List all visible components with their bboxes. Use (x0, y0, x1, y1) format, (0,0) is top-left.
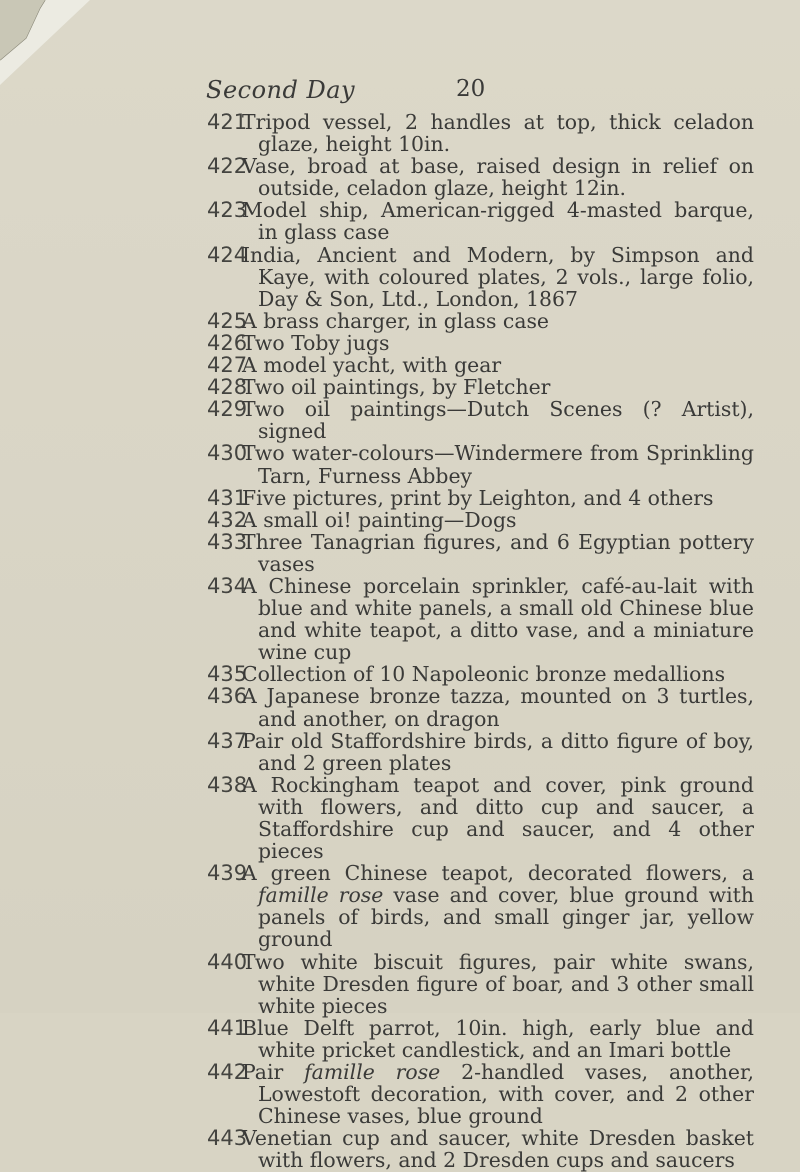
lot-entry (0, 398, 800, 442)
page-number: 20 (456, 76, 486, 102)
lot-number: 438 (207, 772, 248, 797)
lot-description: Blue Delft parrot, 10in. high, early blue and white pricket candlestick, and an Imari bottle (242, 1015, 754, 1062)
lot-entry (0, 774, 800, 862)
lot-description: Two Toby jugs (242, 330, 390, 355)
lot-entry (0, 663, 800, 685)
lot-description: A small oi! painting—Dogs (242, 507, 517, 532)
lot-description: Two water-colours—Windermere from Sprinkling Tarn, Furness Abbey (242, 441, 754, 488)
lot-number: 428 (207, 375, 248, 400)
page-corner-fold (0, 0, 90, 85)
lot-description: Three Tanagrian figures, and 6 Egyptian pottery vases (242, 529, 754, 576)
lot-description: Collection of 10 Napoleonic bronze medallions (242, 662, 726, 687)
lot-number: 429 (207, 397, 248, 422)
lot-description-italic: famille rose (258, 883, 384, 908)
lot-entry (0, 354, 800, 376)
lot-number: 431 (207, 485, 248, 510)
lot-number: 426 (207, 330, 248, 355)
lot-entry (0, 575, 800, 663)
lot-number: 439 (207, 861, 248, 886)
lot-description: Vase, broad at base, raised design in relief on outside, celadon glaze, height 12in. (242, 154, 754, 201)
lot-number: 436 (207, 684, 248, 709)
lot-number: 425 (207, 308, 248, 333)
lot-description: A model yacht, with gear (242, 353, 502, 378)
lot-entry (0, 332, 800, 354)
lot-description-text: A green Chinese teapot, decorated flowers, a (242, 861, 754, 886)
lot-description: Five pictures, print by Leighton, and 4 others (242, 485, 714, 510)
page-header (206, 76, 766, 106)
lot-entry (0, 111, 800, 155)
lot-entry (0, 730, 800, 774)
lot-number: 435 (207, 662, 248, 687)
lot-list (0, 111, 800, 1172)
lot-number: 424 (207, 242, 248, 267)
day-title: Second Day (206, 76, 356, 104)
lot-description: India, Ancient and Modern, by Simpson and Kaye, with coloured plates, 2 vols., large folio, Day & Son, Ltd., London, 1867 (242, 242, 754, 311)
lot-entry (0, 487, 800, 509)
lot-entry (0, 155, 800, 199)
lot-entry (0, 509, 800, 531)
lot-entry (0, 1061, 800, 1127)
lot-description: Model ship, American-rigged 4-masted barque, in glass case (242, 198, 754, 245)
lot-number: 440 (207, 949, 248, 974)
lot-description: A Chinese porcelain sprinkler, café-au-lait with blue and white panels, a small old Chinese blue and white teapot, a ditto vase, and a miniature wine cup (242, 573, 754, 665)
lot-number: 442 (207, 1060, 248, 1085)
lot-number: 422 (207, 154, 248, 179)
lot-entry (0, 862, 800, 950)
lot-description: Tripod vessel, 2 handles at top, thick celadon glaze, height 10in. (242, 110, 754, 157)
lot-entry (0, 442, 800, 486)
lot-description-text: Pair (242, 1060, 305, 1085)
lot-description: Two oil paintings—Dutch Scenes (? Artist), signed (242, 397, 754, 444)
lot-description-text: 2-handled vases, another, Lowestoft decoration, with cover, and 2 other Chinese vases, blue ground (258, 1060, 754, 1129)
lot-entry (0, 310, 800, 332)
lot-number: 430 (207, 441, 248, 466)
lot-entry (0, 199, 800, 243)
lot-description: Two oil paintings, by Fletcher (242, 375, 551, 400)
lot-description (242, 862, 754, 950)
lot-description: A brass charger, in glass case (242, 308, 550, 333)
lot-entry (0, 951, 800, 1017)
lot-number: 427 (207, 353, 248, 378)
lot-description (242, 1061, 754, 1127)
lot-number: 433 (207, 529, 248, 554)
lot-entry (0, 244, 800, 310)
lot-entry (0, 376, 800, 398)
lot-number: 441 (207, 1015, 248, 1040)
lot-number: 432 (207, 507, 248, 532)
lot-description: Two white biscuit figures, pair white swans, white Dresden figure of boar, and 3 other small white pieces (242, 949, 754, 1018)
lot-description: Venetian cup and saucer, white Dresden basket with flowers, and 2 Dresden cups and saucers (242, 1126, 754, 1172)
lot-number: 434 (207, 573, 248, 598)
lot-entry (0, 1127, 800, 1171)
lot-entry (0, 1017, 800, 1061)
lot-entry (0, 531, 800, 575)
lot-number: 423 (207, 198, 248, 223)
lot-description-text: vase and cover, blue ground with panels of birds, and small ginger jar, yellow ground (258, 883, 754, 952)
lot-number: 421 (207, 110, 248, 134)
lot-description: A Japanese bronze tazza, mounted on 3 turtles, and another, on dragon (242, 684, 754, 731)
lot-entry (0, 685, 800, 729)
lot-description-italic: famille rose (304, 1060, 441, 1085)
lot-number: 443 (207, 1126, 248, 1151)
lot-number: 437 (207, 728, 248, 753)
lot-description: A Rockingham teapot and cover, pink ground with flowers, and ditto cup and saucer, a Staffordshire cup and saucer, and 4 other pieces (242, 772, 754, 864)
lot-description: Pair old Staffordshire birds, a ditto figure of boy, and 2 green plates (242, 728, 754, 775)
